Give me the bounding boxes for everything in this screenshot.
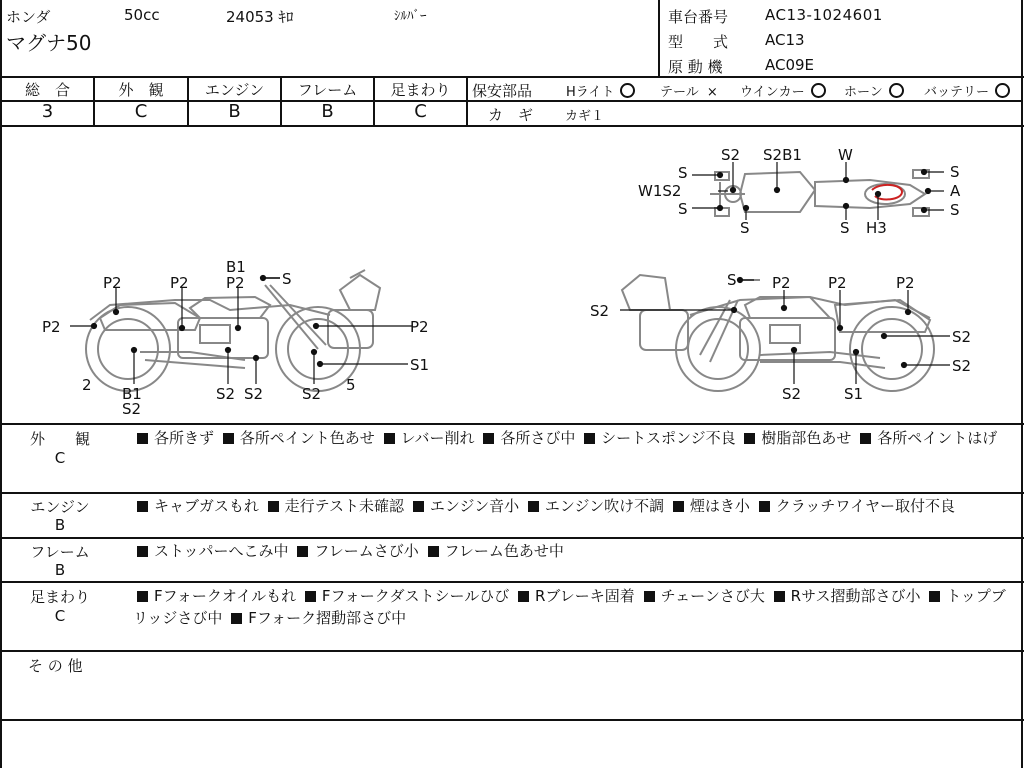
remark-item: エンジン音小 bbox=[429, 497, 520, 515]
right-s1-bottom: S1 bbox=[844, 385, 864, 403]
remark-item: 樹脂部色あせ bbox=[761, 429, 852, 447]
winker-label: ウインカー bbox=[740, 85, 805, 100]
remark-item: 煙はき小 bbox=[689, 497, 750, 515]
model-name: マグナ50 bbox=[6, 31, 92, 55]
top-s-left-1: S bbox=[678, 164, 688, 182]
remark-item: クラッチワイヤー取付不良 bbox=[775, 497, 955, 515]
remark-item: 各所ペイント色あせ bbox=[239, 429, 375, 447]
remark-item: 各所きず bbox=[154, 429, 215, 447]
top-s-left-2: S bbox=[678, 200, 688, 218]
left-p2-top-c: P2 bbox=[226, 274, 245, 292]
left-num-5: 5 bbox=[346, 376, 356, 394]
frame-no: AC13-1024601 bbox=[765, 6, 883, 24]
left-p2-top-a: P2 bbox=[103, 274, 122, 292]
right-s2-right-b: S2 bbox=[952, 357, 972, 375]
right-p2-top-c: P2 bbox=[896, 274, 915, 292]
remark-exterior-grade: C bbox=[54, 449, 66, 467]
left-s-top: S bbox=[282, 270, 292, 288]
grade-frame-value: B bbox=[321, 101, 334, 122]
remark-suspension-list bbox=[133, 585, 1013, 629]
tail-mark: × bbox=[706, 85, 718, 100]
left-s2-bottom-c: S2 bbox=[302, 385, 322, 403]
remark-frame-label: フレーム bbox=[30, 543, 90, 561]
left-b1-top: B1 bbox=[226, 258, 246, 276]
engine-label: 原 動 機 bbox=[668, 58, 723, 76]
right-p2-top-a: P2 bbox=[772, 274, 791, 292]
horn-label: ホーン bbox=[844, 85, 883, 100]
remark-item: シートスポンジ不良 bbox=[601, 429, 736, 447]
remark-engine-label: エンジン bbox=[30, 498, 90, 516]
grade-suspension-value: C bbox=[414, 101, 427, 122]
left-b1: B1 bbox=[122, 385, 142, 403]
left-p2-top-b: P2 bbox=[170, 274, 189, 292]
remark-divider-3 bbox=[0, 581, 1024, 583]
top-a: A bbox=[950, 182, 961, 200]
headlight-label: Hライト bbox=[566, 85, 615, 100]
winker-status bbox=[740, 81, 826, 100]
remark-item: トップブリッジさび中 bbox=[133, 587, 1006, 627]
remark-item: フレームさび小 bbox=[314, 542, 419, 560]
other-bottom-divider bbox=[0, 719, 1024, 721]
maker-name: ホンダ bbox=[6, 8, 51, 26]
horn-status bbox=[844, 81, 904, 100]
remark-divider-4 bbox=[0, 650, 1024, 652]
tail-status bbox=[660, 81, 718, 100]
right-s-top: S bbox=[727, 271, 737, 289]
remark-divider-2 bbox=[0, 537, 1024, 539]
remark-item: チェーンさび大 bbox=[660, 587, 765, 605]
left-p2-left: P2 bbox=[42, 318, 61, 336]
remark-exterior-label: 外 観 bbox=[29, 430, 90, 448]
remark-frame-list bbox=[133, 540, 1013, 562]
ok-circle-icon bbox=[889, 83, 904, 98]
top-h3: H3 bbox=[866, 219, 887, 237]
remark-item: キャブガスもれ bbox=[154, 497, 259, 515]
remark-item: エンジン吹け不調 bbox=[544, 497, 665, 515]
remark-exterior-list bbox=[133, 427, 1013, 449]
left-s2-bottom-b: S2 bbox=[244, 385, 264, 403]
motorcycle-right-view-icon bbox=[622, 275, 934, 391]
frame-no-label: 車台番号 bbox=[668, 8, 729, 26]
damage-diagram bbox=[0, 127, 1020, 423]
left-s2-bottom-a: S2 bbox=[216, 385, 236, 403]
remark-item: Rブレーキ固着 bbox=[534, 587, 635, 605]
tail-label: テール bbox=[660, 85, 699, 100]
top-s-right-1: S bbox=[950, 163, 960, 181]
grade-frame-label: フレーム bbox=[297, 81, 358, 99]
engine-value: AC09E bbox=[765, 56, 815, 74]
remark-item: Fフォーク摺動部さび中 bbox=[248, 609, 407, 627]
remark-item: Fフォークダストシールひび bbox=[321, 587, 510, 605]
remark-item: Fフォークオイルもれ bbox=[154, 587, 297, 605]
type-value: AC13 bbox=[765, 31, 805, 49]
other-label: そ の 他 bbox=[28, 657, 83, 675]
right-p2-top-b: P2 bbox=[828, 274, 847, 292]
left-num-2: 2 bbox=[82, 376, 92, 394]
diagram-bottom-divider bbox=[0, 423, 1024, 425]
grade-exterior-label: 外 観 bbox=[118, 81, 164, 99]
top-s-right-2: S bbox=[950, 201, 960, 219]
safety-label: 保安部品 bbox=[472, 82, 533, 100]
key-label: カ ギ bbox=[488, 106, 534, 124]
ok-circle-icon bbox=[811, 83, 826, 98]
mileage: 24053 ｷﾛ bbox=[226, 8, 294, 26]
remark-suspension-grade: C bbox=[54, 607, 66, 625]
right-s2-left: S2 bbox=[590, 302, 610, 320]
right-s2-bottom: S2 bbox=[782, 385, 802, 403]
ok-circle-icon bbox=[620, 83, 635, 98]
grade-engine-value: B bbox=[228, 101, 241, 122]
remark-item: フレーム色あせ中 bbox=[444, 542, 564, 560]
remark-item: レバー削れ bbox=[400, 429, 475, 447]
header-divider bbox=[0, 76, 1024, 78]
top-w: W bbox=[838, 146, 853, 164]
battery-status bbox=[924, 81, 1010, 100]
grade-engine-label: エンジン bbox=[204, 81, 265, 99]
frame-right-border bbox=[1021, 0, 1023, 768]
grade-exterior-value: C bbox=[134, 101, 148, 122]
motorcycle-top-view-icon bbox=[710, 170, 929, 216]
remark-engine-list bbox=[133, 495, 1013, 517]
remark-item: 各所さび中 bbox=[500, 429, 576, 447]
remark-item: 走行テスト未確認 bbox=[284, 497, 405, 515]
left-s2-under-b1: S2 bbox=[122, 400, 142, 418]
right-s2-right-a: S2 bbox=[952, 328, 972, 346]
ok-circle-icon bbox=[995, 83, 1010, 98]
displacement: 50cc bbox=[124, 6, 160, 24]
left-s1-right: S1 bbox=[410, 356, 430, 374]
remark-engine-grade: B bbox=[54, 516, 66, 534]
type-label: 型 式 bbox=[668, 33, 729, 51]
headlight-status bbox=[566, 81, 635, 100]
top-s-bottom-mid: S bbox=[840, 219, 850, 237]
grade-suspension-label: 足まわり bbox=[390, 81, 451, 99]
grade-col-5 bbox=[466, 77, 468, 126]
remark-divider-1 bbox=[0, 492, 1024, 494]
remark-suspension-label: 足まわり bbox=[29, 588, 90, 606]
top-s-bottom-left: S bbox=[740, 219, 750, 237]
remark-frame-grade: B bbox=[54, 561, 66, 579]
grade-overall-label: 総 合 bbox=[24, 81, 70, 99]
top-w1s2: W1S2 bbox=[638, 182, 682, 200]
left-p2-right: P2 bbox=[410, 318, 429, 336]
top-s2: S2 bbox=[721, 146, 741, 164]
battery-label: バッテリー bbox=[924, 85, 990, 100]
safety-row-divider bbox=[467, 100, 1022, 102]
key-value: カギ１ bbox=[565, 109, 605, 124]
grade-overall-value: 3 bbox=[41, 101, 54, 122]
header-right-divider bbox=[658, 0, 660, 77]
remark-item: ストッパーへこみ中 bbox=[154, 542, 289, 560]
top-s2b1: S2B1 bbox=[763, 146, 802, 164]
body-color: ｼﾙﾊﾞｰ bbox=[394, 9, 427, 24]
remark-item: Rサス摺動部さび小 bbox=[790, 587, 921, 605]
remark-item: 各所ペイントはげ bbox=[877, 429, 998, 447]
